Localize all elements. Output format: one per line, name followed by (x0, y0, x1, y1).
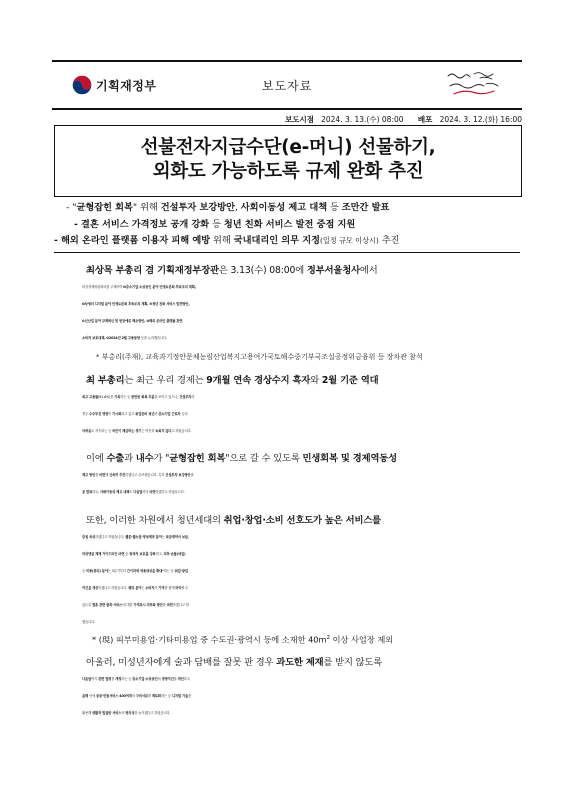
paragraph-line: ❹신산업 분야 규제혁신 및 현장애로 해소방안, ❺해외 온라인 플랫폼 관련 (82, 319, 183, 323)
paragraph-line: ❷상생의 디지털 분야 민생토론회 후속조치 계획, ❸청년 친화 서비스 발전방안, (82, 302, 190, 306)
document-type: 보도자료 (262, 79, 313, 93)
paragraph-line: 비상경제장관회의를 주재하여 ❶중소기업·소상공인 분야 민생토론회 후속조치 계획, (82, 285, 196, 289)
attendees-footnote: * 부총리(주재), 교육과기정안문체농림산업복지고용여가국토해수중기부국조실공정위금융위 등 장차관 참석 (96, 353, 423, 361)
distribution-label: 배포 (417, 115, 433, 124)
title-box (54, 125, 522, 197)
paragraph-line: 경우 수주부진 영향이 가시화되고 있고 취업준비 청년과 중소기업 근로자 등의 (82, 412, 188, 416)
paragraph-line: 중점 육성하겠다고 하였습니다. 웹툰·웹소설·영상제작 분야는 표준계약서 보급, (82, 535, 189, 539)
paragraph-line: 악성댓글 제재 가이드라인 마련 등 창작자 보호를 강화하고, 피부·손톱(네일) (82, 552, 186, 556)
paragraph-1 (82, 262, 522, 347)
paragraph-line: 혔습니다. (82, 620, 96, 624)
agency-name: 기획재정부 (96, 78, 157, 93)
paragraph-line: 여건을 개선하겠다고 하였습니다. 웨딩 분야는 소비자가 가격을 쉽게 파악할 수 (82, 586, 189, 590)
paragraph-5 (82, 654, 522, 722)
agency-logo (72, 75, 156, 95)
paragraph-line: 등 미용(뷰티) 분야는 3분기부터 간이과세 적용대상을 확대*하는 등 취업·창업 (82, 569, 188, 573)
paragraph-line: 최고 고용률(61.6%)을 기록하는 등 완만한 회복 흐름을 보이고 있으나, 건설투자의 (82, 395, 195, 399)
paragraph-line: 소비자 보호대책, ❻2024년 2월 고용동향 등을 논의했습니다. (82, 336, 167, 340)
header-band (52, 60, 522, 110)
paragraph-line: 올해 안에 공공·민원서비스 400여개의 구비서류를 제로화하는 등 디지털 기술을 (82, 694, 192, 698)
paragraph-3 (82, 450, 522, 501)
paragraph-4 (82, 512, 522, 631)
distribution-value: 2024. 3. 12.(화) 16:00 (439, 115, 522, 124)
handwritten-slogan-signature (440, 66, 512, 102)
hold-label: 보도시점 (284, 115, 314, 124)
taegeuk-logo-icon (72, 75, 92, 95)
paragraph-line: 최상목 부총리 겸 기획재정부장관은 3.13(수) 08:00에 정부서울청사에서 (86, 265, 378, 276)
paragraph-line: 어려움도 지속되는 등 국민이 체감하는 경기는 여전히 녹록지 않다고 하였습니다. (82, 429, 192, 433)
summary-divider (54, 252, 520, 253)
hold-value: 2024. 3. 13.(수) 08:00 (321, 115, 404, 124)
paragraph-line: 아울러, 미성년자에게 술과 담배를 잘못 판 경우 과도한 제재를 받지 않도록 (86, 657, 383, 668)
title-line-1: 선불전자지급수단(e-머니) 선물하기, (140, 137, 436, 158)
paragraph-line: 활용해 생활과 밀접한 서비스의 편의성을 높이겠다고 하였습니다. (82, 711, 171, 715)
summary-bullet-1: - "균형잡힌 회복" 위해 건설투자 보강방안, 사회이동성 제고 대책 등 조만간 발표 (66, 202, 390, 213)
summary-bullet-2: - 결혼 서비스 가격정보 공개 강화 등 청년 친화 서비스 발전 중점 지원 (74, 218, 356, 230)
paragraph-2 (82, 372, 522, 440)
paragraph-line: 곧 발표하고, 사회이동성 제고 대책도 다음달까지 마련하겠다고 하였습니다. (82, 490, 185, 494)
release-timing (285, 114, 522, 125)
paragraph-line: 제고 방안을 마련해 신속히 추진하겠다고 강조했습니다. 특히 건설투자 보강방안을 (82, 473, 194, 477)
paragraph-line: 또한, 이러한 차원에서 청년세대의 취업·창업·소비 선호도가 높은 서비스를 (86, 515, 381, 526)
beauty-tax-footnote: * (現) 피부미용업·기타미용업 중 수도권·광역시 등에 소재한 $40m^2$ 이상 사업장 제외 (92, 634, 394, 645)
paragraph-line: 다음달까지 관련 법령을 개정하는 등 중소기업·소상공인의 경영여건을 개선하고, (82, 677, 191, 681)
paragraph-line: 있도록 결혼 관련 품목·서비스에 대한 가격표시 의무화 방안을 마련하겠다고 밝 (82, 603, 189, 607)
paragraph-line: 이에 수출과 내수가 "균형잡힌 회복"으로 갈 수 있도록 민생회복 및 경제역동성 (86, 453, 397, 464)
summary-bullet-3: - 해외 온라인 플랫폼 이용자 피해 예방 위해 국내대리인 의무 지정(일정 규모 이상시) 추진 (54, 235, 400, 246)
summary-bullets (54, 200, 520, 250)
paragraph-line: 최 부총리는 최근 우리 경제는 9개월 연속 경상수지 흑자와 2월 기준 역대 (86, 375, 379, 386)
title-line-2: 외화도 가능하도록 규제 완화 추진 (152, 161, 424, 182)
